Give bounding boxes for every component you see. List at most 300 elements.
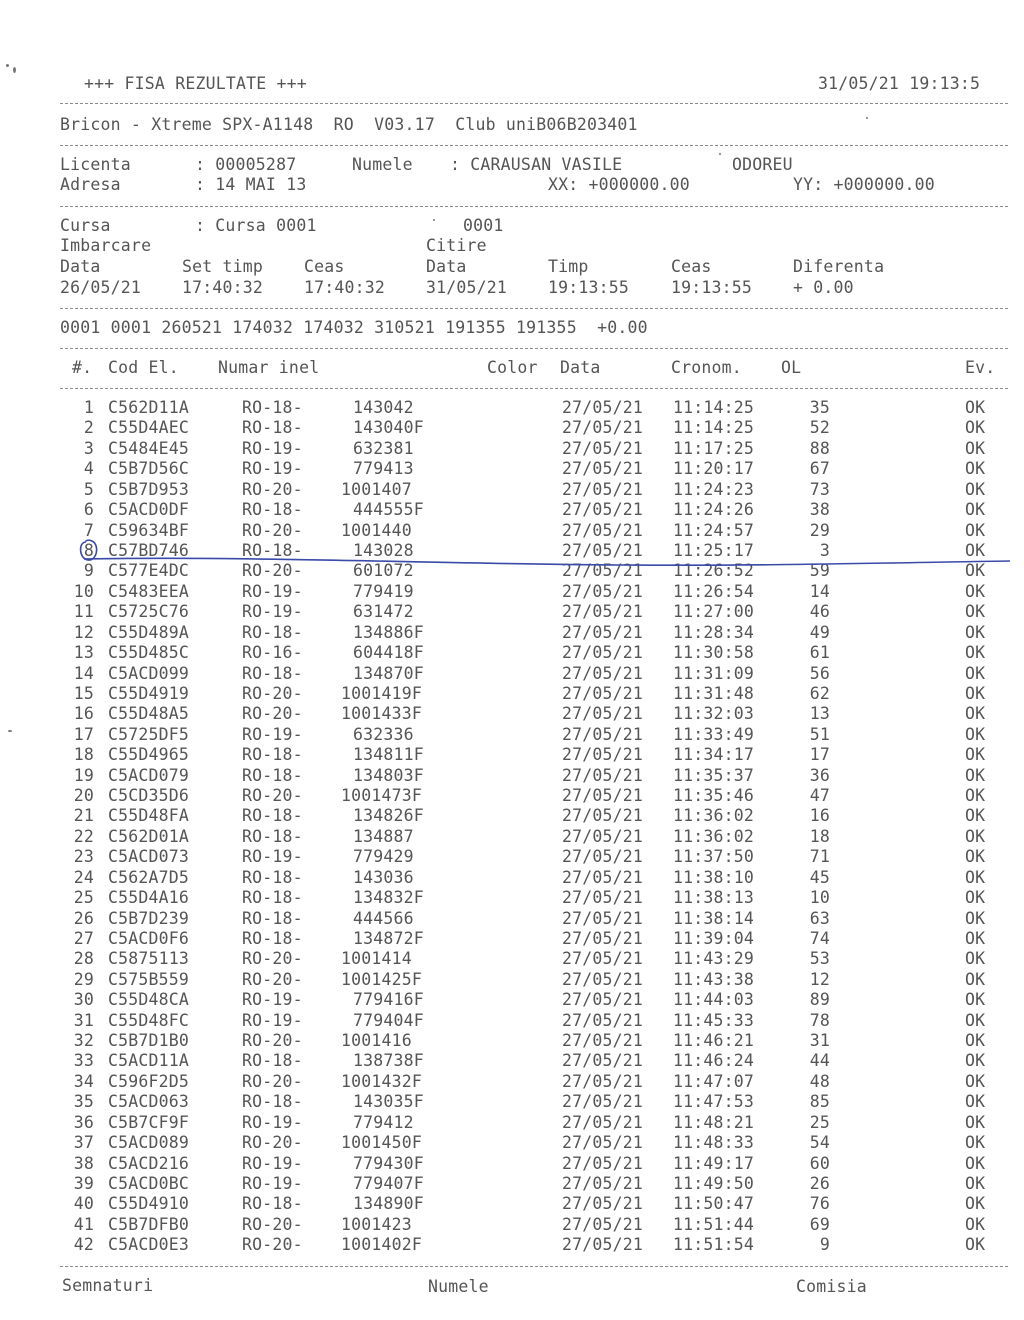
col-data-read: Data [426, 257, 467, 276]
cell-index: 40 [73, 1194, 94, 1214]
cell-cronom: 11:34:17 [673, 745, 755, 765]
th-cod-el: Cod El. [108, 358, 179, 377]
table-row [0, 439, 1024, 459]
cell-ring-prefix: RO-20- [242, 1235, 303, 1255]
cell-ol: 49 [809, 622, 830, 642]
table-row [0, 888, 1024, 908]
cell-ring-number: 632336 [353, 724, 414, 744]
cell-cronom: 11:31:09 [673, 663, 755, 683]
cell-ev: OK [965, 786, 986, 805]
cell-cronom: 11:24:26 [673, 500, 755, 520]
cell-ring-prefix: RO-18- [242, 418, 303, 438]
cell-ol: 3 [819, 540, 830, 560]
cell-cod-el: C55D489A [108, 622, 190, 642]
cell-ring-prefix: RO-20- [242, 1031, 303, 1050]
table-row [0, 1092, 1024, 1112]
cell-date: 27/05/21 [562, 602, 644, 622]
cell-ol: 13 [809, 704, 830, 724]
cell-index: 12 [73, 622, 94, 642]
cell-ol: 76 [809, 1194, 830, 1214]
cell-ev: OK [965, 806, 986, 826]
cell-cod-el: C5B7D56C [108, 459, 190, 479]
cell-cronom: 11:49:17 [673, 1153, 755, 1173]
cell-ring-number: 1001473F [341, 786, 423, 805]
cell-index: 8 [83, 540, 94, 560]
cell-ring-prefix: RO-19- [242, 1174, 303, 1193]
cell-cronom: 11:39:04 [673, 928, 755, 948]
cell-cod-el: C5CD35D6 [108, 786, 190, 805]
imbarcare-label: Imbarcare [60, 236, 152, 255]
cell-index: 22 [73, 826, 94, 846]
cell-date: 27/05/21 [562, 1133, 644, 1153]
cell-ev: OK [965, 1051, 986, 1071]
cell-cronom: 11:38:10 [673, 867, 755, 887]
cell-date: 27/05/21 [562, 724, 644, 744]
cell-ring-number: 134832F [353, 888, 424, 908]
cell-date: 27/05/21 [562, 398, 644, 417]
cell-date: 27/05/21 [562, 683, 644, 703]
cell-cronom: 11:31:48 [673, 683, 755, 703]
cell-cod-el: C5875113 [108, 949, 190, 969]
cell-ring-prefix: RO-20- [242, 1214, 303, 1234]
cell-date: 27/05/21 [562, 1174, 644, 1193]
cell-index: 37 [73, 1133, 94, 1153]
device-line: Bricon - Xtreme SPX-A1148 RO V03.17 Club uniB06B203401 [60, 115, 638, 134]
cell-cronom: 11:14:25 [673, 398, 755, 417]
cell-ring-prefix: RO-18- [242, 540, 303, 560]
cell-cod-el: C562D11A [108, 398, 190, 417]
cell-cod-el: C55D48A5 [108, 704, 190, 724]
table-row [0, 459, 1024, 479]
cell-cronom: 11:38:14 [673, 908, 755, 928]
cell-ring-number: 143042 [353, 398, 414, 417]
cell-ol: 9 [819, 1235, 830, 1255]
cell-cronom: 11:48:33 [673, 1133, 755, 1153]
th-color: Color [487, 358, 538, 377]
cell-index: 14 [73, 663, 94, 683]
cell-index: 36 [73, 1112, 94, 1132]
cell-ring-prefix: RO-19- [242, 1153, 303, 1173]
table-row [0, 806, 1024, 826]
cell-ol: 85 [809, 1092, 830, 1112]
divider [60, 1266, 1008, 1267]
col-ceas-embark: Ceas [304, 257, 345, 276]
divider [60, 388, 1008, 389]
cell-cronom: 11:24:23 [673, 479, 755, 499]
cell-cod-el: C5B7D239 [108, 908, 190, 928]
table-row [0, 398, 1024, 418]
cell-ring-number: 1001425F [341, 969, 423, 989]
cell-cod-el: C5B7CF9F [108, 1112, 190, 1132]
cell-cronom: 11:44:03 [673, 990, 755, 1010]
table-row [0, 1051, 1024, 1071]
cell-index: 13 [73, 643, 94, 662]
cell-ol: 44 [809, 1051, 830, 1071]
col-ceas-read: Ceas [671, 257, 712, 276]
cell-ring-number: 779404F [353, 1010, 424, 1030]
cell-date: 27/05/21 [562, 847, 644, 867]
cell-cronom: 11:51:44 [673, 1214, 755, 1234]
cell-cronom: 11:17:25 [673, 438, 755, 458]
cell-cod-el: C5725C76 [108, 602, 190, 622]
cell-ring-prefix: RO-19- [242, 724, 303, 744]
cell-ev: OK [965, 1214, 986, 1234]
cell-ring-prefix: RO-19- [242, 1112, 303, 1132]
cell-cronom: 11:33:49 [673, 724, 755, 744]
cell-cronom: 11:36:02 [673, 806, 755, 826]
cell-ol: 74 [809, 928, 830, 948]
cell-cronom: 11:46:21 [673, 1031, 755, 1050]
cell-ring-number: 444555F [353, 500, 424, 520]
cell-ev: OK [965, 745, 986, 765]
cell-ring-prefix: RO-18- [242, 928, 303, 948]
cell-ol: 56 [809, 663, 830, 683]
cell-date: 27/05/21 [562, 745, 644, 765]
cell-index: 10 [73, 581, 94, 601]
table-row [0, 1194, 1024, 1214]
table-row [0, 602, 1024, 622]
numele-footer-label: Numele [428, 1277, 489, 1296]
cell-ev: OK [965, 418, 986, 438]
divider [60, 348, 1008, 349]
cell-index: 3 [83, 438, 94, 458]
cell-ring-prefix: RO-19- [242, 459, 303, 479]
table-row [0, 827, 1024, 847]
table-row [0, 868, 1024, 888]
cell-ol: 48 [809, 1071, 830, 1091]
cell-cronom: 11:32:03 [673, 704, 755, 724]
scan-speck [8, 730, 12, 732]
divider [60, 103, 1008, 104]
cell-ol: 16 [809, 806, 830, 826]
th-number: #. [72, 358, 93, 377]
cell-date: 27/05/21 [562, 1092, 644, 1112]
th-numar-inel: Numar inel [218, 358, 320, 377]
cell-date: 27/05/21 [562, 806, 644, 826]
cell-ring-number: 134890F [353, 1194, 424, 1214]
cell-ol: 61 [809, 643, 830, 662]
cell-date: 27/05/21 [562, 765, 644, 785]
cell-date: 27/05/21 [562, 459, 644, 479]
cell-date: 27/05/21 [562, 520, 644, 540]
scan-speck [719, 153, 721, 155]
cell-date: 27/05/21 [562, 826, 644, 846]
cell-ev: OK [965, 1153, 986, 1173]
citire-label: Citire [426, 236, 487, 255]
table-row [0, 582, 1024, 602]
cell-cod-el: C55D48CA [108, 990, 190, 1010]
cursa-value: : Cursa 0001 [195, 216, 317, 235]
cell-ring-number: 134811F [353, 745, 424, 765]
cell-ev: OK [965, 888, 986, 908]
cell-index: 17 [73, 724, 94, 744]
cell-date: 27/05/21 [562, 969, 644, 989]
cell-ev: OK [965, 581, 986, 601]
cell-ol: 25 [809, 1112, 830, 1132]
cell-ev: OK [965, 540, 986, 560]
cell-date: 27/05/21 [562, 1112, 644, 1132]
cell-ev: OK [965, 1010, 986, 1030]
cell-ring-number: 1001402F [341, 1235, 423, 1255]
cell-ev: OK [965, 602, 986, 622]
table-row [0, 970, 1024, 990]
cell-index: 31 [73, 1010, 94, 1030]
xx-coordinate: XX: +000000.00 [548, 175, 690, 194]
cell-cronom: 11:37:50 [673, 847, 755, 867]
table-row [0, 684, 1024, 704]
cell-ol: 10 [809, 888, 830, 908]
cell-cod-el: C5ACD063 [108, 1092, 190, 1112]
cell-cronom: 11:46:24 [673, 1051, 755, 1071]
cell-ev: OK [965, 663, 986, 683]
table-row [0, 521, 1024, 541]
cell-ring-prefix: RO-18- [242, 622, 303, 642]
table-row [0, 1133, 1024, 1153]
semnaturi-label: Semnaturi [62, 1276, 154, 1295]
cell-ring-number: 601072 [353, 561, 414, 581]
cell-index: 42 [73, 1235, 94, 1255]
cell-ol: 35 [809, 398, 830, 417]
cell-index: 9 [83, 561, 94, 581]
scan-speck [866, 117, 868, 119]
cell-ev: OK [965, 724, 986, 744]
cell-ring-prefix: RO-20- [242, 561, 303, 581]
cell-ring-number: 604418F [353, 643, 424, 662]
cell-cod-el: C5ACD11A [108, 1051, 190, 1071]
cell-ev: OK [965, 908, 986, 928]
cell-index: 25 [73, 888, 94, 908]
cell-date: 27/05/21 [562, 928, 644, 948]
cell-cod-el: C5ACD079 [108, 765, 190, 785]
cell-ol: 29 [809, 520, 830, 540]
table-row [0, 786, 1024, 806]
cell-ol: 17 [809, 745, 830, 765]
table-row [0, 847, 1024, 867]
cell-index: 21 [73, 806, 94, 826]
cell-ol: 73 [809, 479, 830, 499]
col-timp: Timp [548, 257, 589, 276]
cell-cod-el: C5B7D1B0 [108, 1031, 190, 1050]
cell-date: 27/05/21 [562, 622, 644, 642]
cell-index: 15 [73, 683, 94, 703]
cell-ring-number: 1001432F [341, 1071, 423, 1091]
divider [60, 145, 1008, 146]
cell-cronom: 11:27:00 [673, 602, 755, 622]
cell-ev: OK [965, 500, 986, 520]
cell-ring-prefix: RO-20- [242, 520, 303, 540]
cell-ring-number: 134887 [353, 826, 414, 846]
cell-index: 32 [73, 1031, 94, 1050]
cell-ol: 60 [809, 1153, 830, 1173]
th-data: Data [560, 358, 601, 377]
cell-date: 27/05/21 [562, 1214, 644, 1234]
table-row [0, 1031, 1024, 1051]
cell-index: 11 [73, 602, 94, 622]
numele-value: : CARAUSAN VASILE [450, 155, 623, 174]
cell-ring-number: 1001416 [341, 1031, 412, 1050]
cell-ev: OK [965, 520, 986, 540]
comisia-label: Comisia [796, 1277, 867, 1296]
cell-ring-number: 1001423 [341, 1214, 412, 1234]
print-datetime: 31/05/21 19:13:5 [818, 74, 981, 93]
cell-ol: 26 [809, 1174, 830, 1193]
cell-cronom: 11:51:54 [673, 1235, 755, 1255]
cell-ring-prefix: RO-20- [242, 949, 303, 969]
cell-date: 27/05/21 [562, 867, 644, 887]
cell-ring-number: 1001440 [341, 520, 412, 540]
cell-cod-el: C5ACD089 [108, 1133, 190, 1153]
cell-date: 27/05/21 [562, 1031, 644, 1050]
cell-ol: 45 [809, 867, 830, 887]
cell-date: 27/05/21 [562, 1194, 644, 1214]
cell-ring-number: 1001414 [341, 949, 412, 969]
th-ev: Ev. [965, 358, 996, 377]
cell-ring-prefix: RO-18- [242, 1092, 303, 1112]
cell-ring-prefix: RO-18- [242, 398, 303, 417]
cell-ring-number: 134803F [353, 765, 424, 785]
cell-date: 27/05/21 [562, 1051, 644, 1071]
cell-cronom: 11:43:29 [673, 949, 755, 969]
divider [60, 308, 1008, 309]
cell-cod-el: C5ACD216 [108, 1153, 190, 1173]
cell-cronom: 11:14:25 [673, 418, 755, 438]
cell-cod-el: C562D01A [108, 826, 190, 846]
val-timp: 19:13:55 [548, 278, 630, 297]
cell-ol: 88 [809, 438, 830, 458]
cell-date: 27/05/21 [562, 540, 644, 560]
cell-cronom: 11:50:47 [673, 1194, 755, 1214]
cell-ring-prefix: RO-19- [242, 847, 303, 867]
cell-date: 27/05/21 [562, 1010, 644, 1030]
cell-ev: OK [965, 561, 986, 581]
cell-ring-number: 138738F [353, 1051, 424, 1071]
cell-index: 41 [73, 1214, 94, 1234]
cell-cronom: 11:30:58 [673, 643, 755, 662]
cell-cod-el: C5B7D953 [108, 479, 190, 499]
table-row [0, 664, 1024, 684]
cell-date: 27/05/21 [562, 479, 644, 499]
cell-ring-number: 134826F [353, 806, 424, 826]
cell-ring-number: 1001450F [341, 1133, 423, 1153]
table-row [0, 1154, 1024, 1174]
cell-ring-prefix: RO-19- [242, 438, 303, 458]
table-row [0, 500, 1024, 520]
cell-ring-number: 134870F [353, 663, 424, 683]
locality: ODOREU [732, 155, 793, 174]
cell-ring-number: 779429 [353, 847, 414, 867]
cell-ring-prefix: RO-16- [242, 643, 303, 662]
cell-ev: OK [965, 1235, 986, 1255]
cell-index: 18 [73, 745, 94, 765]
cell-date: 27/05/21 [562, 561, 644, 581]
cell-ol: 78 [809, 1010, 830, 1030]
yy-coordinate: YY: +000000.00 [793, 175, 935, 194]
cell-index: 35 [73, 1092, 94, 1112]
cell-ev: OK [965, 1092, 986, 1112]
cell-date: 27/05/21 [562, 663, 644, 683]
cell-index: 26 [73, 908, 94, 928]
cell-date: 27/05/21 [562, 500, 644, 520]
cell-date: 27/05/21 [562, 888, 644, 908]
cell-ring-number: 779430F [353, 1153, 424, 1173]
cell-cronom: 11:28:34 [673, 622, 755, 642]
cell-ol: 54 [809, 1133, 830, 1153]
cell-ring-number: 779413 [353, 459, 414, 479]
table-row [0, 725, 1024, 745]
cell-ev: OK [965, 847, 986, 867]
cell-ol: 12 [809, 969, 830, 989]
cell-ol: 51 [809, 724, 830, 744]
cell-ev: OK [965, 1031, 986, 1050]
cell-ring-number: 143028 [353, 540, 414, 560]
cell-cod-el: C55D48FA [108, 806, 190, 826]
cell-cod-el: C55D4AEC [108, 418, 190, 438]
cell-cod-el: C55D48FC [108, 1010, 190, 1030]
cell-ring-prefix: RO-18- [242, 867, 303, 887]
cell-cod-el: C57BD746 [108, 540, 190, 560]
licenta-label: Licenta [60, 155, 131, 174]
scan-speck [6, 64, 9, 67]
cell-ol: 46 [809, 602, 830, 622]
table-row [0, 990, 1024, 1010]
licenta-value: : 00005287 [195, 155, 297, 174]
table-row [0, 745, 1024, 765]
cell-ev: OK [965, 826, 986, 846]
cell-ev: OK [965, 990, 986, 1010]
table-row [0, 1215, 1024, 1235]
cell-ring-number: 779407F [353, 1174, 424, 1193]
table-row [0, 1072, 1024, 1092]
cell-index: 29 [73, 969, 94, 989]
table-row [0, 929, 1024, 949]
cell-ev: OK [965, 969, 986, 989]
th-cronom: Cronom. [671, 358, 742, 377]
val-ceas-read: 19:13:55 [671, 278, 753, 297]
cell-cod-el: C5ACD099 [108, 663, 190, 683]
cell-cod-el: C5484E45 [108, 438, 190, 458]
cell-ring-prefix: RO-20- [242, 969, 303, 989]
cell-ev: OK [965, 949, 986, 969]
cell-cronom: 11:26:54 [673, 581, 755, 601]
cell-ring-prefix: RO-18- [242, 806, 303, 826]
cell-cronom: 11:36:02 [673, 826, 755, 846]
cell-index: 16 [73, 704, 94, 724]
cell-ring-prefix: RO-20- [242, 786, 303, 805]
adresa-value: : 14 MAI 13 [195, 175, 307, 194]
cell-ev: OK [965, 1112, 986, 1132]
cell-cronom: 11:25:17 [673, 540, 755, 560]
cell-cod-el: C5ACD0F6 [108, 928, 190, 948]
sheet-title: +++ FISA REZULTATE +++ [84, 74, 307, 93]
cell-cod-el: C577E4DC [108, 561, 190, 581]
cell-cronom: 11:24:57 [673, 520, 755, 540]
cell-ol: 36 [809, 765, 830, 785]
cell-index: 19 [73, 765, 94, 785]
table-row [0, 909, 1024, 929]
cell-cronom: 11:43:38 [673, 969, 755, 989]
table-row [0, 418, 1024, 438]
cell-index: 27 [73, 928, 94, 948]
cell-index: 23 [73, 847, 94, 867]
cell-ol: 38 [809, 500, 830, 520]
cell-date: 27/05/21 [562, 990, 644, 1010]
cell-ring-prefix: RO-19- [242, 602, 303, 622]
cell-ev: OK [965, 704, 986, 724]
cell-ring-number: 143036 [353, 867, 414, 887]
cell-ol: 63 [809, 908, 830, 928]
cell-ev: OK [965, 683, 986, 703]
cell-cod-el: C55D4A16 [108, 888, 190, 908]
